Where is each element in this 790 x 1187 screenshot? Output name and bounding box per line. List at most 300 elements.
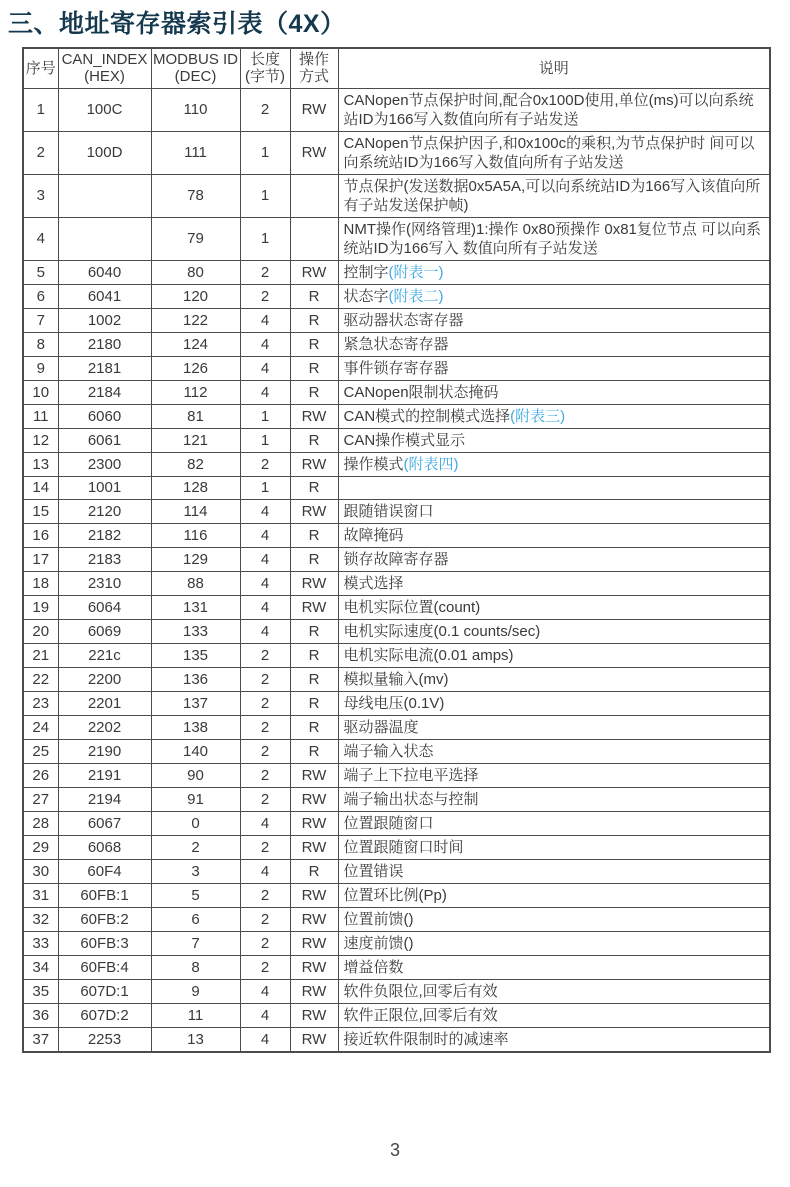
description-text: 位置错误 — [343, 862, 404, 880]
cell-modbus-id: 5 — [151, 883, 240, 907]
cell-can-index: 6040 — [58, 260, 151, 284]
cell-description — [338, 88, 770, 131]
cell-can-index: 2200 — [58, 667, 151, 691]
appendix-link[interactable]: (附表四) — [403, 455, 459, 473]
description-text: 事件锁存寄存器 — [343, 359, 449, 377]
cell-op-mode — [290, 217, 338, 260]
cell-description — [338, 452, 770, 476]
cell-seq-number: 3 — [23, 174, 58, 217]
table-row — [23, 979, 770, 1003]
cell-description — [338, 883, 770, 907]
header-seq-number: 序号 — [23, 48, 58, 88]
cell-description — [338, 499, 770, 523]
cell-seq-number: 6 — [23, 284, 58, 308]
table-row — [23, 404, 770, 428]
cell-op-mode: RW — [290, 955, 338, 979]
table-row — [23, 643, 770, 667]
description-text: 模式选择 — [343, 574, 404, 592]
cell-op-mode: RW — [290, 1003, 338, 1027]
cell-seq-number: 12 — [23, 428, 58, 452]
cell-description — [338, 356, 770, 380]
cell-can-index: 100D — [58, 131, 151, 174]
cell-can-index: 221c — [58, 643, 151, 667]
cell-seq-number: 7 — [23, 308, 58, 332]
cell-seq-number: 30 — [23, 859, 58, 883]
cell-can-index: 2182 — [58, 523, 151, 547]
table-row — [23, 835, 770, 859]
cell-modbus-id: 129 — [151, 547, 240, 571]
table-row — [23, 763, 770, 787]
table-row — [23, 284, 770, 308]
cell-can-index: 2184 — [58, 380, 151, 404]
header-can-index: CAN_INDEX (HEX) — [58, 48, 151, 88]
cell-can-index: 2300 — [58, 452, 151, 476]
cell-length: 4 — [240, 1003, 290, 1027]
table-row — [23, 883, 770, 907]
description-text: 电机实际位置(count) — [343, 598, 481, 616]
cell-modbus-id: 110 — [151, 88, 240, 131]
cell-length: 4 — [240, 308, 290, 332]
cell-length: 2 — [240, 88, 290, 131]
cell-can-index: 1001 — [58, 476, 151, 499]
cell-modbus-id: 128 — [151, 476, 240, 499]
cell-can-index — [58, 217, 151, 260]
cell-op-mode: RW — [290, 131, 338, 174]
cell-length: 1 — [240, 476, 290, 499]
cell-length: 4 — [240, 619, 290, 643]
cell-modbus-id: 121 — [151, 428, 240, 452]
cell-length: 4 — [240, 571, 290, 595]
cell-modbus-id: 13 — [151, 1027, 240, 1052]
cell-modbus-id: 133 — [151, 619, 240, 643]
table-row — [23, 476, 770, 499]
table-row — [23, 955, 770, 979]
description-text: CAN模式的控制模式选择 — [343, 407, 511, 425]
cell-op-mode: R — [290, 859, 338, 883]
cell-length: 2 — [240, 284, 290, 308]
cell-modbus-id: 135 — [151, 643, 240, 667]
cell-description — [338, 595, 770, 619]
table-row — [23, 88, 770, 131]
cell-can-index: 60FB:1 — [58, 883, 151, 907]
cell-op-mode — [290, 174, 338, 217]
cell-length: 2 — [240, 787, 290, 811]
cell-description — [338, 811, 770, 835]
cell-can-index: 2202 — [58, 715, 151, 739]
cell-op-mode: RW — [290, 452, 338, 476]
cell-modbus-id: 81 — [151, 404, 240, 428]
cell-modbus-id: 140 — [151, 739, 240, 763]
description-text: 操作模式 — [343, 455, 404, 473]
cell-seq-number: 25 — [23, 739, 58, 763]
description-text: 跟随错误窗口 — [343, 502, 434, 520]
cell-can-index: 607D:1 — [58, 979, 151, 1003]
cell-op-mode: RW — [290, 979, 338, 1003]
table-row — [23, 217, 770, 260]
header-op-mode: 操作 方式 — [290, 48, 338, 88]
cell-description — [338, 739, 770, 763]
cell-description — [338, 523, 770, 547]
cell-description — [338, 667, 770, 691]
cell-seq-number: 11 — [23, 404, 58, 428]
description-text: 模拟量输入(mv) — [343, 670, 449, 688]
table-row — [23, 1003, 770, 1027]
cell-length: 4 — [240, 523, 290, 547]
table-row — [23, 174, 770, 217]
cell-description — [338, 131, 770, 174]
description-text: 增益倍数 — [343, 958, 404, 976]
cell-length: 2 — [240, 835, 290, 859]
cell-description — [338, 859, 770, 883]
cell-op-mode: R — [290, 715, 338, 739]
cell-description — [338, 217, 770, 260]
cell-description — [338, 979, 770, 1003]
description-text: 驱动器状态寄存器 — [343, 311, 464, 329]
cell-description — [338, 308, 770, 332]
cell-seq-number: 24 — [23, 715, 58, 739]
table-row — [23, 667, 770, 691]
cell-seq-number: 29 — [23, 835, 58, 859]
cell-modbus-id: 120 — [151, 284, 240, 308]
cell-seq-number: 27 — [23, 787, 58, 811]
table-row — [23, 739, 770, 763]
cell-modbus-id: 112 — [151, 380, 240, 404]
cell-seq-number: 33 — [23, 931, 58, 955]
cell-length: 2 — [240, 883, 290, 907]
cell-length: 1 — [240, 174, 290, 217]
cell-seq-number: 36 — [23, 1003, 58, 1027]
cell-seq-number: 17 — [23, 547, 58, 571]
cell-op-mode: RW — [290, 260, 338, 284]
header-description: 说明 — [338, 48, 770, 88]
table-row — [23, 907, 770, 931]
address-register-index-table — [22, 47, 771, 1053]
cell-seq-number: 28 — [23, 811, 58, 835]
cell-seq-number: 35 — [23, 979, 58, 1003]
appendix-link[interactable]: (附表一) — [388, 263, 444, 281]
cell-description — [338, 174, 770, 217]
header-length-bytes: 长度 (字节) — [240, 48, 290, 88]
cell-modbus-id: 9 — [151, 979, 240, 1003]
cell-can-index: 6069 — [58, 619, 151, 643]
description-text: 控制字 — [343, 263, 389, 281]
cell-modbus-id: 114 — [151, 499, 240, 523]
cell-seq-number: 21 — [23, 643, 58, 667]
cell-op-mode: RW — [290, 404, 338, 428]
table-row — [23, 859, 770, 883]
description-text: 紧急状态寄存器 — [343, 335, 449, 353]
cell-can-index: 2190 — [58, 739, 151, 763]
table-row — [23, 547, 770, 571]
cell-can-index: 6041 — [58, 284, 151, 308]
cell-length: 4 — [240, 332, 290, 356]
cell-modbus-id: 122 — [151, 308, 240, 332]
cell-can-index: 1002 — [58, 308, 151, 332]
cell-can-index: 2201 — [58, 691, 151, 715]
cell-length: 2 — [240, 691, 290, 715]
cell-can-index: 2181 — [58, 356, 151, 380]
description-text: 端子输出状态与控制 — [343, 790, 479, 808]
description-text: 节点保护(发送数据0x5A5A,可以向系统站ID为166写入该值向所有子站发送保护帧) — [343, 177, 761, 214]
cell-op-mode: R — [290, 547, 338, 571]
cell-length: 2 — [240, 452, 290, 476]
cell-modbus-id: 136 — [151, 667, 240, 691]
cell-seq-number: 20 — [23, 619, 58, 643]
register-table-body — [23, 88, 770, 1052]
cell-seq-number: 1 — [23, 88, 58, 131]
description-text: NMT操作(网络管理)1:操作 0x80预操作 0x81复位节点 可以向系统站ID为166写入 数值向所有子站发送 — [343, 220, 762, 257]
cell-can-index: 6061 — [58, 428, 151, 452]
cell-length: 1 — [240, 217, 290, 260]
cell-can-index — [58, 174, 151, 217]
description-text: 故障掩码 — [343, 526, 404, 544]
table-row — [23, 787, 770, 811]
cell-seq-number: 18 — [23, 571, 58, 595]
table-row — [23, 931, 770, 955]
table-row — [23, 523, 770, 547]
cell-seq-number: 37 — [23, 1027, 58, 1052]
cell-description — [338, 619, 770, 643]
description-text: 状态字 — [343, 287, 389, 305]
cell-length: 2 — [240, 907, 290, 931]
cell-seq-number: 22 — [23, 667, 58, 691]
cell-description — [338, 260, 770, 284]
cell-op-mode: RW — [290, 595, 338, 619]
table-row — [23, 308, 770, 332]
cell-description — [338, 787, 770, 811]
cell-can-index: 2120 — [58, 499, 151, 523]
cell-modbus-id: 80 — [151, 260, 240, 284]
cell-op-mode: R — [290, 523, 338, 547]
cell-description — [338, 1027, 770, 1052]
description-text: CANopen节点保护因子,和0x100c的乘积,为节点保护时 间可以向系统站ID为166写入数值向所有子站发送 — [343, 134, 755, 171]
description-text: 位置跟随窗口时间 — [343, 838, 464, 856]
cell-modbus-id: 2 — [151, 835, 240, 859]
cell-op-mode: R — [290, 332, 338, 356]
cell-description — [338, 763, 770, 787]
cell-seq-number: 32 — [23, 907, 58, 931]
cell-op-mode: R — [290, 691, 338, 715]
cell-description — [338, 955, 770, 979]
cell-can-index: 607D:2 — [58, 1003, 151, 1027]
cell-op-mode: RW — [290, 787, 338, 811]
cell-op-mode: RW — [290, 907, 338, 931]
cell-seq-number: 10 — [23, 380, 58, 404]
table-row — [23, 380, 770, 404]
cell-length: 4 — [240, 499, 290, 523]
page-title: 三、地址寄存器索引表（4X） — [8, 10, 346, 38]
table-row — [23, 131, 770, 174]
cell-op-mode: R — [290, 619, 338, 643]
description-text: 位置跟随窗口 — [343, 814, 434, 832]
cell-modbus-id: 88 — [151, 571, 240, 595]
table-row — [23, 499, 770, 523]
cell-description — [338, 571, 770, 595]
cell-description — [338, 931, 770, 955]
cell-op-mode: R — [290, 284, 338, 308]
cell-seq-number: 14 — [23, 476, 58, 499]
cell-op-mode: R — [290, 428, 338, 452]
page-number: 3 — [389, 1140, 400, 1160]
table-row — [23, 811, 770, 835]
cell-op-mode: R — [290, 667, 338, 691]
cell-op-mode: R — [290, 308, 338, 332]
cell-modbus-id: 82 — [151, 452, 240, 476]
cell-modbus-id: 131 — [151, 595, 240, 619]
cell-description — [338, 476, 770, 499]
description-text: 锁存故障寄存器 — [343, 550, 449, 568]
description-text: 速度前馈() — [343, 934, 414, 952]
cell-modbus-id: 78 — [151, 174, 240, 217]
cell-modbus-id: 7 — [151, 931, 240, 955]
cell-modbus-id: 3 — [151, 859, 240, 883]
cell-can-index: 6068 — [58, 835, 151, 859]
cell-op-mode: RW — [290, 1027, 338, 1052]
cell-op-mode: R — [290, 380, 338, 404]
cell-can-index: 100C — [58, 88, 151, 131]
appendix-link[interactable]: (附表二) — [388, 287, 444, 305]
cell-description — [338, 332, 770, 356]
cell-can-index: 2191 — [58, 763, 151, 787]
description-text: 电机实际电流(0.01 amps) — [343, 646, 514, 664]
table-row — [23, 691, 770, 715]
table-row — [23, 715, 770, 739]
cell-op-mode: RW — [290, 499, 338, 523]
table-row — [23, 260, 770, 284]
table-row — [23, 595, 770, 619]
table-row — [23, 1027, 770, 1052]
description-text: CANopen节点保护时间,配合0x100D使用,单位(ms)可以向系统站ID为166写入数值向所有子站发送 — [343, 91, 754, 128]
cell-description — [338, 715, 770, 739]
cell-description — [338, 691, 770, 715]
description-text: 端子上下拉电平选择 — [343, 766, 479, 784]
cell-length: 4 — [240, 380, 290, 404]
cell-modbus-id: 90 — [151, 763, 240, 787]
cell-can-index: 60FB:4 — [58, 955, 151, 979]
cell-op-mode: R — [290, 476, 338, 499]
cell-seq-number: 19 — [23, 595, 58, 619]
cell-length: 1 — [240, 428, 290, 452]
description-text: CAN操作模式显示 — [343, 431, 466, 449]
description-text: 电机实际速度(0.1 counts/sec) — [343, 622, 541, 640]
cell-op-mode: RW — [290, 835, 338, 859]
cell-description — [338, 428, 770, 452]
cell-op-mode: R — [290, 643, 338, 667]
cell-op-mode: RW — [290, 811, 338, 835]
cell-seq-number: 34 — [23, 955, 58, 979]
cell-length: 4 — [240, 979, 290, 1003]
appendix-link[interactable]: (附表三) — [510, 407, 566, 425]
cell-op-mode: R — [290, 356, 338, 380]
table-row — [23, 356, 770, 380]
cell-modbus-id: 116 — [151, 523, 240, 547]
cell-length: 2 — [240, 715, 290, 739]
cell-length: 4 — [240, 547, 290, 571]
cell-length: 4 — [240, 811, 290, 835]
cell-length: 2 — [240, 931, 290, 955]
description-text: 接近软件限制时的减速率 — [343, 1030, 509, 1048]
cell-length: 2 — [240, 739, 290, 763]
cell-can-index: 2194 — [58, 787, 151, 811]
cell-modbus-id: 111 — [151, 131, 240, 174]
table-row — [23, 428, 770, 452]
cell-can-index: 60FB:2 — [58, 907, 151, 931]
cell-can-index: 2183 — [58, 547, 151, 571]
cell-can-index: 2253 — [58, 1027, 151, 1052]
cell-seq-number: 23 — [23, 691, 58, 715]
cell-seq-number: 15 — [23, 499, 58, 523]
cell-length: 4 — [240, 595, 290, 619]
cell-modbus-id: 6 — [151, 907, 240, 931]
cell-length: 2 — [240, 260, 290, 284]
cell-seq-number: 26 — [23, 763, 58, 787]
cell-seq-number: 16 — [23, 523, 58, 547]
description-text: 位置环比例(Pp) — [343, 886, 447, 904]
cell-seq-number: 2 — [23, 131, 58, 174]
description-text: 位置前馈() — [343, 910, 414, 928]
cell-can-index: 2310 — [58, 571, 151, 595]
cell-description — [338, 284, 770, 308]
cell-seq-number: 9 — [23, 356, 58, 380]
cell-can-index: 6064 — [58, 595, 151, 619]
description-text: 驱动器温度 — [343, 718, 419, 736]
cell-length: 2 — [240, 643, 290, 667]
cell-modbus-id: 0 — [151, 811, 240, 835]
cell-modbus-id: 138 — [151, 715, 240, 739]
cell-op-mode: RW — [290, 763, 338, 787]
cell-description — [338, 907, 770, 931]
cell-modbus-id: 91 — [151, 787, 240, 811]
cell-can-index: 60F4 — [58, 859, 151, 883]
cell-description — [338, 404, 770, 428]
table-header-row — [23, 48, 770, 88]
cell-description — [338, 643, 770, 667]
cell-seq-number: 31 — [23, 883, 58, 907]
cell-seq-number: 8 — [23, 332, 58, 356]
description-text: CANopen限制状态掩码 — [343, 383, 499, 401]
cell-description — [338, 835, 770, 859]
cell-description — [338, 380, 770, 404]
cell-seq-number: 4 — [23, 217, 58, 260]
cell-seq-number: 13 — [23, 452, 58, 476]
cell-modbus-id: 137 — [151, 691, 240, 715]
cell-length: 4 — [240, 859, 290, 883]
table-row — [23, 571, 770, 595]
table-row — [23, 332, 770, 356]
table-row — [23, 452, 770, 476]
cell-modbus-id: 11 — [151, 1003, 240, 1027]
cell-description — [338, 547, 770, 571]
description-text: 端子输入状态 — [343, 742, 434, 760]
header-modbus-id: MODBUS ID (DEC) — [151, 48, 240, 88]
cell-length: 4 — [240, 356, 290, 380]
cell-length: 2 — [240, 763, 290, 787]
cell-can-index: 6067 — [58, 811, 151, 835]
description-text: 软件正限位,回零后有效 — [343, 1006, 498, 1024]
cell-length: 2 — [240, 955, 290, 979]
cell-modbus-id: 8 — [151, 955, 240, 979]
cell-op-mode: R — [290, 739, 338, 763]
description-text: 母线电压(0.1V) — [343, 694, 445, 712]
cell-op-mode: RW — [290, 88, 338, 131]
cell-can-index: 60FB:3 — [58, 931, 151, 955]
cell-can-index: 2180 — [58, 332, 151, 356]
cell-length: 1 — [240, 131, 290, 174]
cell-op-mode: RW — [290, 931, 338, 955]
cell-modbus-id: 126 — [151, 356, 240, 380]
cell-modbus-id: 124 — [151, 332, 240, 356]
cell-length: 1 — [240, 404, 290, 428]
